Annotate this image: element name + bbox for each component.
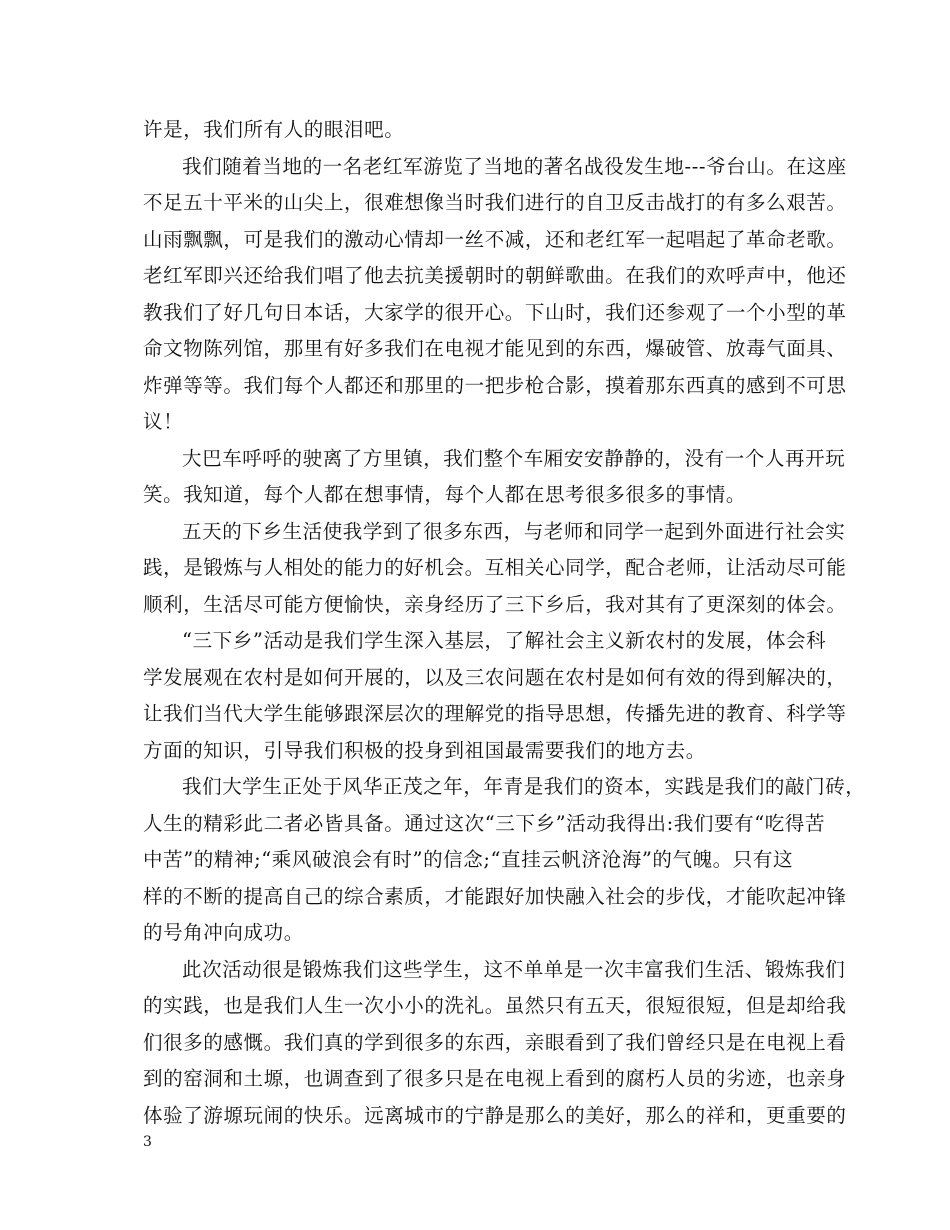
text-line: 的实践，也是我们人生一次小小的洗礼。虽然只有五天，很短很短，但是却给我 bbox=[143, 994, 847, 1017]
text-line: 炸弹等等。我们每个人都还和那里的一把步枪合影，摸着那东西真的感到不可思 bbox=[143, 373, 847, 397]
text-line: 我们随着当地的一名老红军游览了当地的著名战役发生地---爷台山。在这座 bbox=[182, 154, 847, 178]
text-line: 我们大学生正处于风华正茂之年，年青是我们的资本，实践是我们的敲门砖， bbox=[182, 775, 866, 798]
text-line: 人生的精彩此二者必皆具备。通过这次“三下乡”活动我得出:我们要有“吃得苦 bbox=[143, 811, 826, 835]
text-line: 方面的知识，引导我们积极的投身到祖国最需要我们的地方去。 bbox=[143, 738, 706, 762]
text-line: 体验了游塬玩闹的快乐。远离城市的宁静是那么的美好，那么的祥和，更重要的 bbox=[143, 1103, 847, 1127]
text-line: “三下乡”活动是我们学生深入基层，了解社会主义新农村的发展，体会科 bbox=[182, 629, 827, 652]
text-line: 笑。我知道，每个人都在想事情，每个人都在思考很多很多的事情。 bbox=[143, 483, 747, 506]
text-line: 老红军即兴还给我们唱了他去抗美援朝时的朝鲜歌曲。在我们的欢呼声中，他还 bbox=[143, 264, 847, 287]
text-line: 命文物陈列馆，那里有好多我们在电视才能见到的东西，爆破管、放毒气面具、 bbox=[143, 337, 847, 360]
text-line: 此次活动很是锻炼我们这些学生，这不单单是一次丰富我们生活、锻炼我们 bbox=[182, 957, 846, 981]
text-line: 中苦”的精神;“乘风破浪会有时”的信念;“直挂云帆济沧海”的气魄。只有这 bbox=[143, 848, 794, 871]
text-line: 大巴车呼呼的驶离了方里镇，我们整个车厢安安静静的，没有一个人再开玩 bbox=[182, 446, 846, 470]
text-line: 不足五十平米的山尖上，很难想像当时我们进行的自卫反击战打的有多么艰苦。 bbox=[143, 191, 847, 214]
text-line: 到的窑洞和土塬，也调查到了很多只是在电视上看到的腐朽人员的劣迹，也亲身 bbox=[143, 1067, 847, 1090]
body-text bbox=[143, 112, 866, 1134]
text-line: 样的不断的提高自己的综合素质，才能跟好加快融入社会的步伐，才能吹起冲锋 bbox=[143, 884, 847, 908]
text-line: 议！ bbox=[143, 410, 184, 433]
text-line: 山雨飘飘，可是我们的激动心情却一丝不减，还和老红军一起唱起了革命老歌。 bbox=[143, 227, 847, 251]
text-line: 许是，我们所有人的眼泪吧。 bbox=[143, 118, 405, 141]
page-number: 3 bbox=[143, 1134, 152, 1150]
text-line: 五天的下乡生活使我学到了很多东西，与老师和同学一起到外面进行社会实 bbox=[182, 519, 846, 543]
text-line: 让我们当代大学生能够跟深层次的理解党的指导思想，传播先进的教育、科学等 bbox=[143, 702, 847, 725]
text-line: 践，是锻炼与人相处的能力的好机会。互相关心同学，配合老师，让活动尽可能 bbox=[143, 556, 847, 579]
text-line: 的号角冲向成功。 bbox=[143, 921, 304, 944]
text-line: 教我们了好几句日本话，大家学的很开心。下山时，我们还参观了一个小型的革 bbox=[143, 300, 847, 324]
text-line: 顺利，生活尽可能方便愉快，亲身经历了三下乡后，我对其有了更深刻的体会。 bbox=[143, 592, 847, 616]
text-line: 们很多的感慨。我们真的学到很多的东西，亲眼看到了我们曾经只是在电视上看 bbox=[143, 1030, 847, 1054]
text-line: 学发展观在农村是如何开展的，以及三农问题在农村是如何有效的得到解决的， bbox=[143, 665, 847, 689]
